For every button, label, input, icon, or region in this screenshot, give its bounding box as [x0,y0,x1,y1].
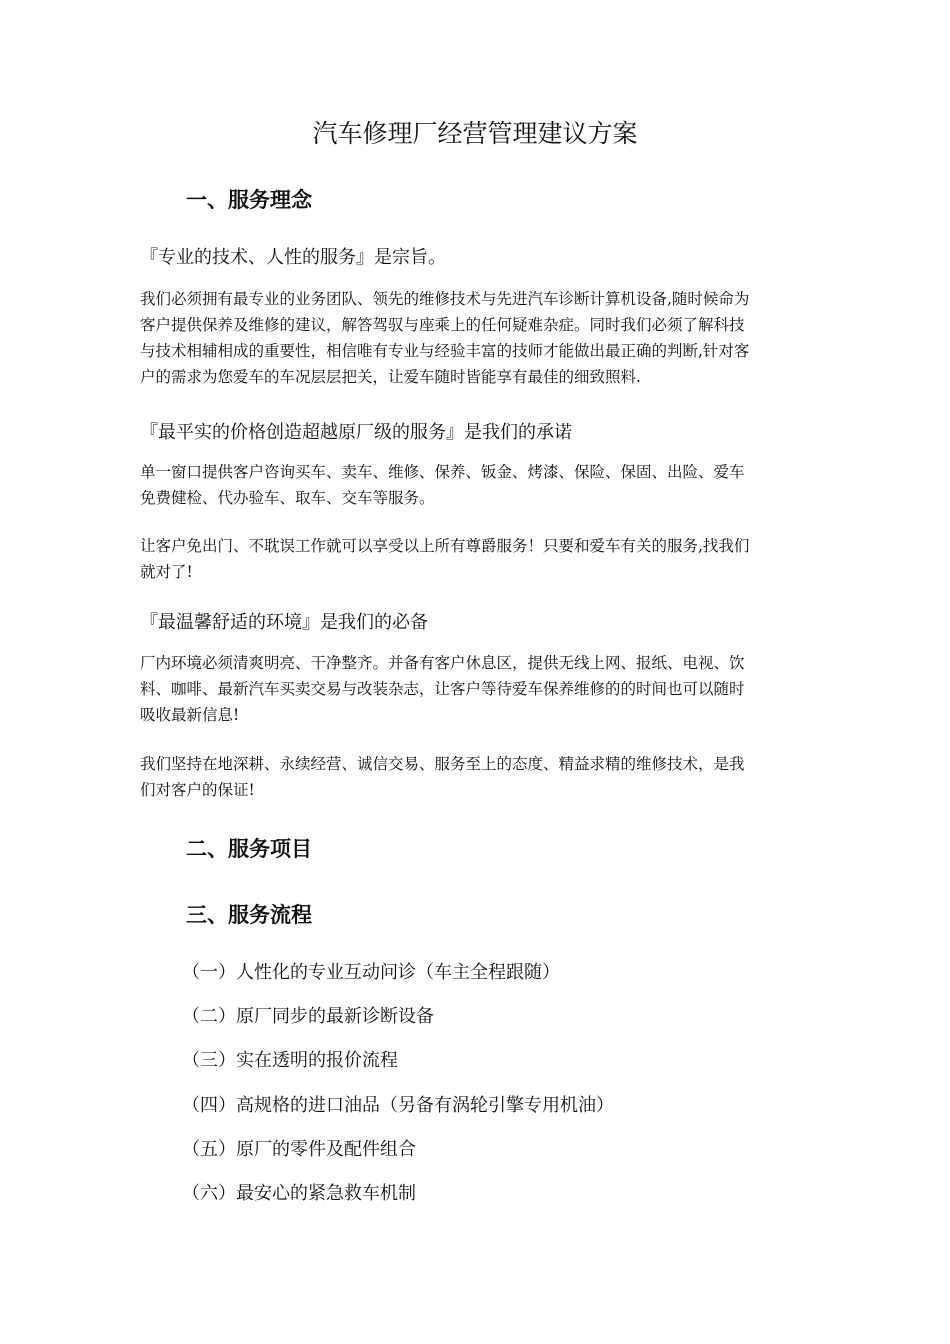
section-heading-service-items: 二、服务项目 [186,837,312,861]
section-heading-service-process: 三、服务流程 [186,903,312,927]
process-step-5: （五）原厂的零件及配件组合 [182,1139,416,1160]
paragraph-professional-team [140,286,812,390]
paragraph-line: 我们必须拥有最专业的业务团队、领先的维修技术与先进汽车诊断计算机设备,随时候命为 [140,290,750,308]
subheading-comfortable-environment: 『最温馨舒适的环境』是我们的必备 [140,612,428,633]
paragraph-line: 料、咖啡、最新汽车买卖交易与改装杂志，让客户等待爱车保养维修的的时间也可以随时 [140,680,745,698]
paragraph-line: 就对了! [140,563,193,581]
paragraph-line: 客户提供保养及维修的建议，解答驾驭与座乘上的任何疑难杂症。同时我们必须了解科技 [140,316,745,334]
subheading-professional-service: 『专业的技术、人性的服务』是宗旨。 [140,247,446,268]
paragraph-line: 单一窗口提供客户咨询买车、卖车、维修、保养、钣金、烤漆、保险、保固、出险、爱车 [140,463,745,481]
section-heading-service-philosophy: 一、服务理念 [186,188,312,212]
process-step-4: （四）高规格的进口油品（另备有涡轮引擎专用机油） [182,1095,614,1116]
paragraph-line: 们对客户的保证! [140,781,255,799]
paragraph-line: 厂内环境必须清爽明亮、干净整齐。并备有客户休息区，提供无线上网、报纸、电视、饮 [140,654,745,672]
subheading-fair-price: 『最平实的价格创造超越原厂级的服务』是我们的承诺 [140,422,572,443]
process-step-1: （一）人性化的专业互动问诊（车主全程跟随） [182,962,560,983]
paragraph-line: 让客户免出门、不耽误工作就可以享受以上所有尊爵服务！只要和爱车有关的服务,找我们 [140,537,750,555]
paragraph-no-hassle [140,533,812,585]
paragraph-line: 我们坚持在地深耕、永续经营、诚信交易、服务至上的态度、精益求精的维修技术，是我 [140,755,745,773]
process-step-6: （六）最安心的紧急救车机制 [182,1183,416,1204]
process-step-3: （三）实在透明的报价流程 [182,1050,398,1071]
process-step-2: （二）原厂同步的最新诊断设备 [182,1006,434,1027]
document-title: 汽车修理厂经营管理建议方案 [312,119,638,148]
paragraph-line: 免费健检、代办验车、取车、交车等服务。 [140,489,435,507]
paragraph-environment [140,650,812,728]
paragraph-line: 户的需求为您爱车的车况层层把关，让爱车随时皆能享有最佳的细致照料. [140,368,641,386]
paragraph-line: 吸收最新信息! [140,706,240,724]
paragraph-commitment [140,751,812,803]
paragraph-line: 与技术相辅相成的重要性，相信唯有专业与经验丰富的技师才能做出最正确的判断,针对客 [140,342,750,360]
paragraph-one-stop-service [140,459,812,511]
